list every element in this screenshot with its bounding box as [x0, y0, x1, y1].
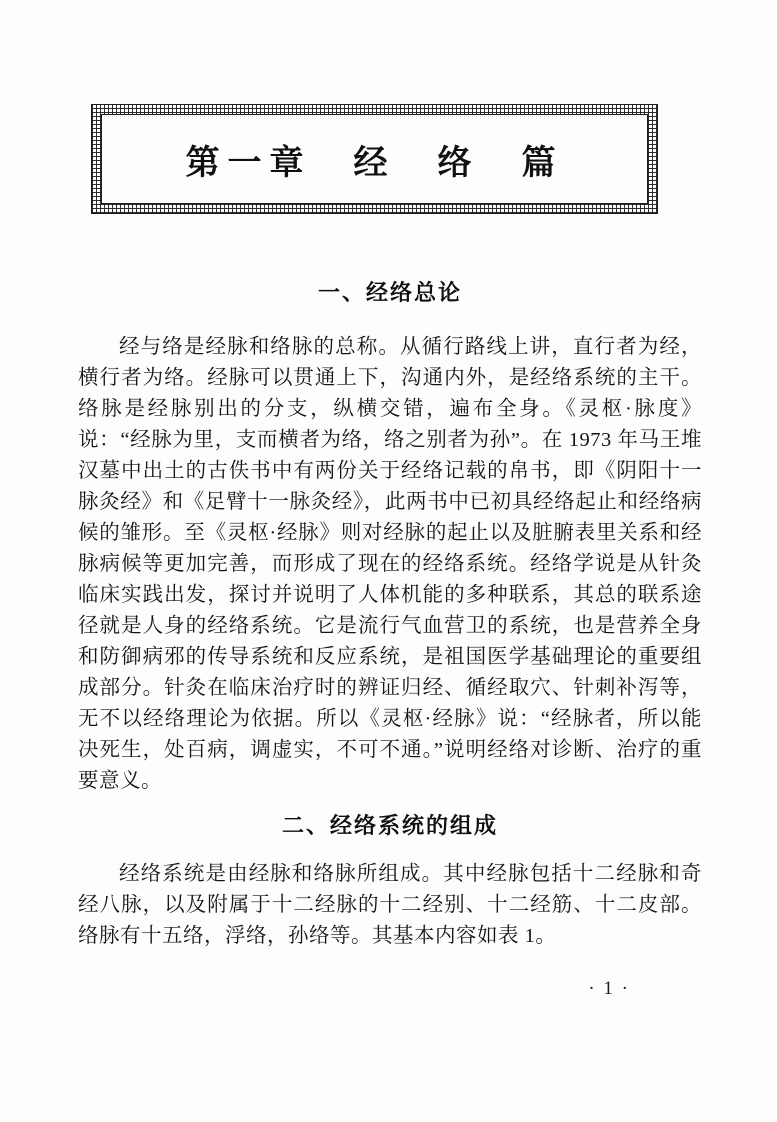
- page-number: · 1 ·: [588, 978, 630, 999]
- section-heading-1: 一、经络总论: [317, 280, 462, 305]
- section-heading-2: 二、经络系统的组成: [281, 813, 498, 838]
- page-content: [78, 278, 702, 1000]
- chapter-title-frame: [91, 104, 658, 214]
- section-body-2: 经络系统是由经脉和络脉所组成。其中经脉包括十二经脉和奇经八脉，以及附属于十二经脉的十二经别、十二经筋、十二皮部。络脉有十五络，浮络，孙络等。其基本内容如表 1。: [78, 863, 702, 947]
- chapter-title-box: [101, 114, 648, 204]
- chapter-title: 第一章 经 络 篇: [185, 143, 564, 182]
- section-body-1: 经与络是经脉和络脉的总称。从循行路线上讲，直行者为经，横行者为络。经脉可以贯通上下，沟通内外，是经络系统的主干。络脉是经脉别出的分支，纵横交错，遍布全身。《灵枢·脉度》说：“经脉为里，支而横者为络，络之别者为孙”。在 1973 年马王堆汉墓中出土的古佚书中有两份关于经络记载的帛书，即《阴阳十一脉灸经》和《足臂十一脉灸经》，此两书中已初具经络起止和经络病候的雏形。至《灵枢·经脉》则对经脉的起止以及脏腑表里关系和经脉病候等更加完善，而形成了现在的经络系统。经络学说是从针灸临床实践出发，探讨并说明了人体机能的多种联系，其总的联系途径就是人身的经络系统。它是流行气血营卫的系统，也是营养全身和防御病邪的传导系统和反应系统，是祖国医学基础理论的重要组成部分。针灸在临床治疗时的辨证归经、循经取穴、针刺补泻等，无不以经络理论为依据。所以《灵枢·经脉》说：“经脉者，所以能决死生，处百病，调虚实，不可不通。”说明经络对诊断、治疗的重要意义。: [78, 336, 702, 792]
